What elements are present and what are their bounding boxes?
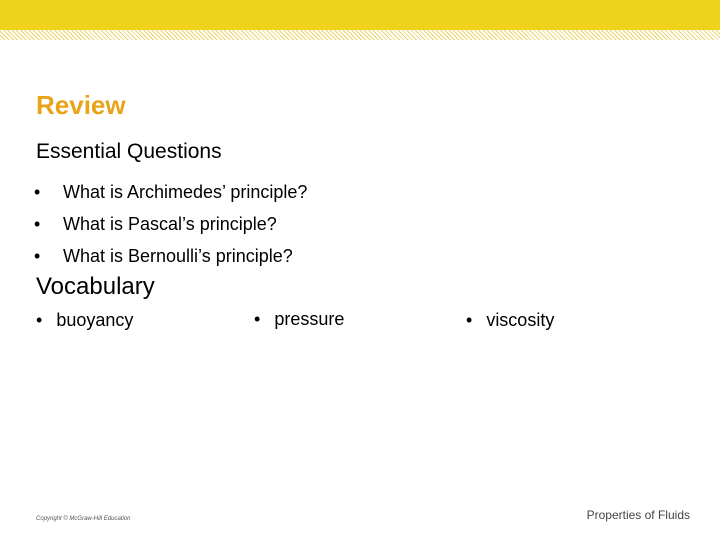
bullet: • [466, 310, 473, 330]
bullet: • [254, 309, 261, 329]
vocabulary-item-buoyancy [36, 310, 133, 331]
vocabulary-heading: Vocabulary [36, 273, 155, 300]
question-item [34, 208, 307, 240]
essential-questions-list [34, 176, 307, 272]
vocabulary-term: viscosity [486, 310, 555, 330]
bullet: • [34, 182, 41, 202]
slide-title: Review [36, 90, 126, 120]
header-banner [0, 0, 720, 30]
vocabulary-item-pressure [254, 309, 344, 330]
question-text: What is Pascal’s principle? [63, 214, 277, 234]
copyright-notice: Copyright © McGraw-Hill Education [36, 516, 131, 522]
essential-questions-heading: Essential Questions [36, 140, 222, 163]
vocabulary-term: buoyancy [56, 310, 134, 330]
footer-section-title: Properties of Fluids [586, 508, 690, 522]
bullet: • [34, 246, 41, 266]
question-text: What is Archimedes’ principle? [63, 182, 308, 202]
bullet: • [34, 214, 41, 234]
vocabulary-term: pressure [274, 309, 345, 329]
question-item [34, 240, 307, 272]
bullet: • [36, 310, 43, 330]
header-hatch-stripe [0, 30, 720, 40]
question-item [34, 176, 307, 208]
vocabulary-item-viscosity [466, 310, 554, 331]
question-text: What is Bernoulli’s principle? [63, 246, 293, 266]
